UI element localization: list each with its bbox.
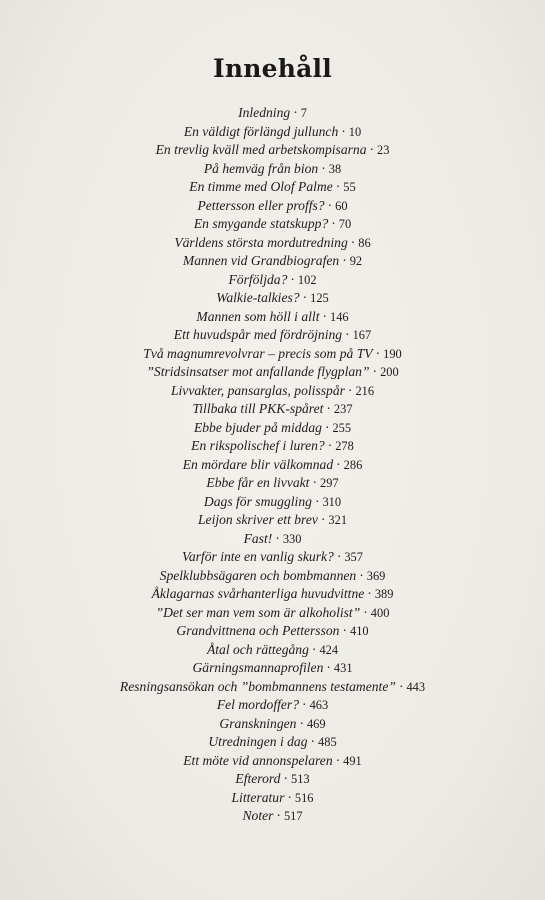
toc-entry-title: ”Det ser man vem som är alkoholist” [155, 604, 361, 620]
toc-entry [0, 770, 545, 789]
toc-entry-page: 278 [335, 439, 354, 453]
toc-entry [0, 123, 545, 142]
toc-entry [0, 271, 545, 290]
toc-separator: · [375, 345, 381, 361]
toc-entry-page: 237 [333, 402, 353, 416]
toc-separator: · [335, 752, 341, 768]
toc-entry [0, 474, 545, 493]
toc-entry-page: 513 [291, 772, 310, 786]
toc-entry [0, 604, 545, 623]
toc-entry-title: Grandvittnena och Pettersson [176, 623, 340, 638]
toc-separator: · [350, 234, 356, 250]
toc-entry [0, 493, 545, 512]
toc-entry-title: På hemväg från bion [203, 160, 319, 176]
toc-separator: · [299, 715, 304, 731]
toc-entry-title: ”Stridsinsatser mot anfallande flygplan” [146, 364, 370, 379]
toc-entry [0, 400, 545, 419]
toc-separator: · [302, 697, 307, 712]
toc-entry-page: 400 [370, 605, 390, 620]
toc-entry-page: 431 [333, 661, 353, 675]
toc-separator: · [342, 253, 347, 268]
toc-entry-page: 216 [355, 383, 375, 398]
toc-entry-title: Spelklubbsägaren och bombmannen [159, 567, 357, 583]
toc-entry [0, 308, 545, 327]
toc-entry [0, 585, 545, 604]
toc-entry [0, 363, 545, 382]
toc-separator: · [335, 179, 341, 194]
toc-separator: · [345, 327, 350, 342]
toc-separator: · [398, 678, 404, 694]
toc-separator: · [312, 475, 317, 490]
toc-entry-page: 255 [332, 420, 352, 435]
toc-entry [0, 252, 545, 271]
toc-entry-page: 60 [335, 198, 348, 213]
toc-separator: · [321, 160, 326, 176]
toc-entry-page: 321 [328, 513, 348, 527]
toc-entry [0, 530, 545, 549]
toc-entry [0, 622, 545, 641]
toc-entry-page: 517 [283, 809, 303, 823]
toc-entry-title: Litteratur [231, 789, 285, 805]
toc-entry-page: 200 [380, 365, 399, 379]
toc-entry-title: Gärningsmannaprofilen [192, 660, 324, 675]
toc-entry-title: Granskningen [219, 715, 297, 731]
toc-entry-title: Ett huvudspår med fördröjning [173, 327, 343, 342]
toc-entry-title: Livvakter, pansarglas, polisspår [170, 382, 345, 398]
toc-entry [0, 382, 545, 401]
toc-separator: · [363, 604, 368, 620]
toc-entry-page: 167 [352, 328, 372, 342]
toc-separator: · [347, 382, 353, 398]
table-of-contents [0, 104, 545, 826]
toc-entry-title: Resningsansökan och ”bombmannens testamente” [119, 678, 396, 694]
toc-separator: · [314, 493, 320, 509]
toc-entry [0, 715, 545, 734]
toc-separator: · [327, 197, 333, 213]
toc-entry-title: Walkie-talkies? [216, 290, 300, 305]
toc-entry [0, 234, 545, 253]
toc-entry-title: Leijon skriver ett brev [197, 512, 318, 527]
toc-entry [0, 511, 545, 530]
toc-entry-page: 86 [358, 235, 371, 250]
toc-entry [0, 696, 545, 715]
toc-entry [0, 141, 545, 160]
toc-entry-page: 146 [330, 309, 349, 324]
toc-entry-page: 23 [377, 143, 390, 157]
toc-entry-page: 55 [343, 180, 356, 194]
toc-entry-page: 92 [349, 254, 363, 268]
toc-entry-page: 424 [319, 642, 339, 657]
toc-entry-page: 491 [343, 753, 362, 768]
toc-entry-title: Efterord [235, 771, 281, 786]
toc-entry-page: 102 [297, 272, 317, 287]
page-title: Innehåll [213, 54, 332, 83]
toc-entry-title: Mannen vid Grandbiografen [182, 253, 340, 268]
toc-entry [0, 807, 545, 826]
toc-entry-page: 125 [310, 291, 329, 305]
toc-entry [0, 548, 545, 567]
toc-entry-title: Ebbe får en livvakt [206, 475, 310, 490]
toc-entry-title: Två magnumrevolvrar – precis som på TV [143, 345, 373, 361]
toc-entry-title: En väldigt förlängd jullunch [183, 123, 339, 139]
toc-entry-page: 190 [383, 346, 402, 361]
toc-separator: · [367, 586, 372, 601]
toc-entry [0, 789, 545, 808]
toc-entry-title: Åtal och rättegång [206, 641, 309, 657]
toc-entry-page: 389 [374, 587, 394, 601]
toc-entry-page: 369 [366, 568, 386, 583]
toc-separator: · [283, 771, 288, 786]
toc-entry-title: En trevlig kväll med arbetskompisarna [155, 142, 367, 157]
toc-entry-page: 485 [318, 735, 337, 749]
toc-entry [0, 345, 545, 364]
toc-entry-page: 330 [282, 531, 302, 546]
toc-entry [0, 289, 545, 308]
toc-entry [0, 197, 545, 216]
toc-separator: · [287, 789, 292, 805]
toc-separator: · [336, 549, 342, 564]
toc-entry-page: 286 [343, 457, 363, 472]
toc-separator: · [372, 364, 378, 379]
toc-separator: · [369, 142, 375, 157]
toc-entry [0, 641, 545, 660]
toc-entry-title: Mannen som höll i allt [196, 308, 320, 324]
toc-entry [0, 178, 545, 197]
toc-separator: · [331, 216, 336, 231]
toc-entry-title: Ett möte vid annonspelaren [183, 752, 333, 768]
toc-separator: · [276, 808, 281, 823]
toc-entry-title: Förföljda? [228, 271, 288, 287]
toc-entry-title: En smygande statskupp? [193, 216, 329, 231]
toc-entry-page: 10 [348, 124, 362, 139]
toc-entry-title: En rikspolischef i luren? [191, 438, 325, 453]
toc-entry-title: Inledning [238, 105, 291, 120]
toc-separator: · [326, 660, 331, 675]
toc-entry [0, 733, 545, 752]
toc-separator: · [327, 438, 333, 453]
toc-entry-title: Åklagarnas svårhanterliga huvudvittne [151, 586, 365, 601]
toc-separator: · [290, 271, 295, 287]
toc-entry-page: 38 [328, 161, 342, 176]
toc-entry [0, 659, 545, 678]
toc-entry-title: Världens största mordutredning [174, 234, 348, 250]
toc-entry-title: Noter [242, 808, 274, 823]
toc-entry [0, 456, 545, 475]
toc-entry-title: Fel mordoffer? [216, 697, 300, 712]
toc-separator: · [322, 308, 328, 324]
toc-entry [0, 752, 545, 771]
toc-entry [0, 104, 545, 123]
toc-entry-title: Fast! [243, 530, 273, 546]
toc-separator: · [342, 623, 348, 638]
toc-entry-page: 70 [338, 217, 352, 231]
toc-entry-title: Dags för smuggling [203, 493, 312, 509]
toc-entry-title: Ebbe bjuder på middag [193, 419, 322, 435]
toc-entry-page: 357 [344, 550, 363, 564]
toc-entry-page: 443 [406, 679, 426, 694]
toc-separator: · [311, 641, 317, 657]
toc-entry-title: Varför inte en vanlig skurk? [182, 549, 334, 564]
toc-separator: · [341, 123, 346, 139]
toc-separator: · [336, 456, 341, 472]
toc-entry [0, 419, 545, 438]
toc-entry [0, 326, 545, 345]
toc-entry-title: En timme med Olof Palme [189, 179, 333, 194]
toc-entry-page: 410 [350, 624, 369, 638]
toc-entry-page: 310 [322, 494, 342, 509]
toc-entry-title: En mördare blir välkomnad [182, 456, 334, 472]
toc-separator: · [320, 512, 326, 527]
toc-separator: · [293, 105, 298, 120]
toc-entry-title: Pettersson eller proffs? [197, 197, 325, 213]
toc-entry-title: Utredningen i dag [208, 734, 308, 749]
toc-separator: · [324, 419, 330, 435]
toc-entry [0, 567, 545, 586]
toc-entry [0, 437, 545, 456]
toc-separator: · [310, 734, 316, 749]
toc-separator: · [326, 401, 331, 416]
toc-entry-page: 469 [306, 716, 326, 731]
toc-entry [0, 678, 545, 697]
toc-separator: · [359, 567, 364, 583]
toc-entry-page: 516 [294, 790, 314, 805]
toc-entry-page: 297 [320, 476, 339, 490]
toc-entry-page: 7 [300, 106, 307, 120]
toc-entry-page: 463 [309, 698, 329, 712]
toc-separator: · [275, 530, 280, 546]
toc-entry-title: Tillbaka till PKK-spåret [192, 401, 324, 416]
toc-separator: · [302, 290, 308, 305]
toc-entry [0, 160, 545, 179]
toc-entry [0, 215, 545, 234]
